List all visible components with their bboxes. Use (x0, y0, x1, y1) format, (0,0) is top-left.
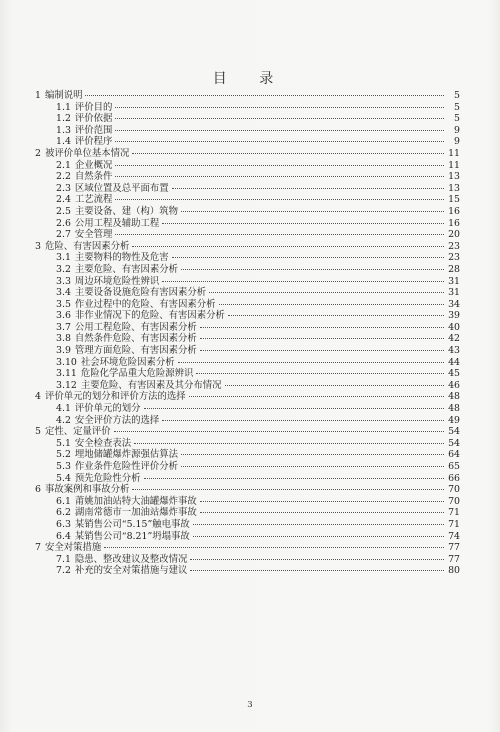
toc-entry-number: 6 (35, 484, 41, 496)
dot-leader (200, 338, 444, 339)
toc-section-entry[interactable] (32, 519, 460, 531)
toc-section-entry[interactable] (32, 136, 460, 148)
toc-entry-number: 5 (35, 426, 41, 438)
dot-leader (115, 141, 444, 142)
toc-entry-title: 主要物料的物性及危害 (74, 252, 169, 264)
toc-section-entry[interactable] (32, 206, 460, 218)
dot-leader (115, 130, 444, 131)
toc-section-entry[interactable] (32, 368, 460, 380)
toc-entry-title: 湖南常德市一加油站爆炸事故 (74, 507, 197, 519)
toc-entry-number: 5.1 (56, 437, 71, 449)
toc-chapter-entry[interactable] (32, 90, 460, 102)
toc-entry-label (56, 276, 159, 288)
toc-section-entry[interactable] (32, 264, 460, 276)
toc-entry-page: 5 (454, 101, 460, 113)
toc-entry-number: 2.3 (56, 182, 71, 194)
toc-entry-page: 13 (448, 182, 460, 194)
dot-leader (144, 408, 444, 409)
toc-entry-label (56, 531, 190, 543)
toc-section-entry[interactable] (32, 252, 460, 264)
dot-leader (190, 559, 444, 560)
toc-entry-number: 2.4 (56, 194, 71, 206)
toc-entry-page: 31 (448, 275, 460, 287)
dot-leader (200, 350, 444, 351)
dot-leader (181, 466, 444, 467)
toc-entry-title: 周边环境危险性辨识 (74, 275, 160, 287)
toc-entry-number: 3.4 (56, 287, 71, 299)
toc-entry-label (56, 554, 187, 566)
dot-leader (85, 95, 444, 96)
toc-chapter-entry[interactable] (32, 391, 460, 403)
dot-leader (162, 281, 444, 282)
toc-entry-title: 自然条件危险、有害因素分析 (74, 333, 197, 345)
toc-entry-label (56, 519, 190, 531)
toc-entry-title: 作业条件危险性评价分析 (74, 461, 179, 472)
dot-leader (181, 211, 444, 212)
toc-entry-page: 31 (448, 287, 460, 299)
dot-leader (228, 315, 444, 316)
toc-entry-number: 3.7 (56, 321, 71, 333)
toc-entry-title: 社会环境危险因素分析 (80, 356, 175, 368)
toc-entry-label (35, 484, 129, 496)
toc-entry-title: 评价范围 (74, 124, 113, 136)
toc-entry-page: 13 (448, 171, 460, 183)
toc-section-entry[interactable] (32, 554, 460, 566)
table-of-contents (32, 90, 460, 577)
toc-entry-page: 45 (448, 368, 460, 380)
toc-entry-label (56, 380, 222, 392)
dot-leader (115, 199, 444, 200)
toc-entry-number: 2 (35, 147, 41, 159)
dot-leader (132, 153, 444, 154)
toc-entry-title: 埋地储罐爆炸源强估算法 (74, 449, 179, 461)
toc-entry-label (56, 206, 178, 218)
toc-section-entry[interactable] (32, 194, 460, 206)
toc-entry-label (35, 148, 129, 160)
toc-entry-page: 70 (448, 495, 460, 507)
toc-entry-label (56, 183, 169, 195)
dot-leader (200, 512, 444, 513)
toc-entry-label (56, 113, 112, 125)
toc-section-entry[interactable] (32, 287, 460, 299)
toc-section-entry[interactable] (32, 218, 460, 230)
toc-entry-title: 主要设备、建（构）筑物 (74, 205, 179, 217)
toc-entry-number: 1 (35, 90, 41, 101)
toc-section-entry[interactable] (32, 507, 460, 519)
dot-leader (200, 501, 444, 502)
toc-section-entry[interactable] (32, 357, 460, 369)
toc-entry-page: 40 (448, 321, 460, 333)
toc-entry-page: 16 (448, 205, 460, 217)
toc-entry-title: 莆姚加油站特大油罐爆炸事故 (74, 495, 197, 507)
dot-leader (178, 362, 444, 363)
toc-entry-number: 6.3 (56, 518, 71, 530)
toc-entry-title: 主要危险、有害因素分析 (74, 263, 179, 275)
toc-entry-page: 42 (448, 333, 460, 345)
toc-entry-label (35, 241, 129, 253)
dot-leader (115, 176, 444, 177)
toc-entry-page: 9 (454, 124, 460, 136)
toc-entry-label (56, 322, 197, 334)
toc-entry-number: 3.10 (56, 356, 77, 368)
toc-entry-page: 77 (448, 542, 460, 554)
toc-entry-title: 企业概况 (74, 159, 113, 171)
toc-entry-page: 77 (448, 553, 460, 565)
toc-entry-title: 评价目的 (74, 101, 113, 113)
toc-section-entry[interactable] (32, 322, 460, 334)
toc-entry-page: 80 (448, 565, 460, 577)
toc-entry-label (56, 565, 187, 577)
toc-entry-number: 3.3 (56, 275, 71, 287)
toc-entry-number: 1.2 (56, 113, 71, 125)
dot-leader (181, 454, 444, 455)
toc-section-entry[interactable] (32, 345, 460, 357)
toc-entry-title: 管理方面危险、有害因素分析 (74, 345, 197, 357)
toc-entry-label (56, 229, 112, 241)
dot-leader (172, 188, 444, 189)
toc-entry-number: 7 (35, 542, 41, 554)
toc-entry-title: 评价单元的划分 (74, 403, 141, 415)
toc-entry-title: 预先危险性分析 (74, 472, 141, 484)
toc-entry-title: 主要设备设施危险有害因素分析 (74, 287, 207, 299)
toc-entry-number: 3 (35, 240, 41, 252)
dot-leader (219, 304, 444, 305)
toc-section-entry[interactable] (32, 473, 460, 485)
toc-entry-page: 71 (448, 507, 460, 519)
toc-entry-title: 定性、定量评价 (44, 426, 111, 438)
toc-section-entry[interactable] (32, 449, 460, 461)
toc-entry-page: 48 (448, 403, 460, 415)
toc-section-entry[interactable] (32, 276, 460, 288)
toc-entry-title: 公用工程及辅助工程 (74, 217, 160, 229)
dot-leader (209, 292, 444, 293)
toc-entry-number: 6.4 (56, 530, 71, 542)
toc-entry-number: 3.2 (56, 263, 71, 275)
toc-entry-page: 11 (448, 147, 460, 159)
dot-leader (115, 234, 444, 235)
toc-section-entry[interactable] (32, 380, 460, 392)
toc-entry-label (35, 426, 111, 438)
toc-entry-page: 66 (448, 472, 460, 484)
toc-entry-number: 2.1 (56, 159, 71, 171)
toc-section-entry[interactable] (32, 415, 460, 427)
toc-entry-number: 3.5 (56, 298, 71, 310)
toc-entry-label (56, 496, 197, 508)
toc-entry-number: 5.3 (56, 461, 71, 472)
toc-entry-number: 3.9 (56, 345, 71, 357)
toc-entry-title: 工艺流程 (74, 194, 113, 206)
toc-entry-page: 28 (448, 263, 460, 275)
toc-section-entry[interactable] (32, 403, 460, 415)
toc-entry-page: 5 (454, 90, 460, 101)
toc-entry-label (56, 218, 159, 230)
toc-entry-number: 5.2 (56, 449, 71, 461)
toc-entry-label (56, 415, 159, 427)
toc-entry-number: 1.3 (56, 124, 71, 136)
dot-leader (162, 420, 444, 421)
dot-leader (193, 524, 444, 525)
toc-entry-label (56, 333, 197, 345)
toc-entry-page: 65 (448, 461, 460, 472)
toc-entry-label (56, 473, 141, 485)
toc-section-entry[interactable] (32, 171, 460, 183)
toc-entry-page: 48 (448, 391, 460, 403)
dot-leader (196, 373, 444, 374)
toc-entry-title: 安全评价方法的选择 (74, 414, 160, 426)
toc-entry-number: 2.6 (56, 217, 71, 229)
toc-entry-label (56, 310, 225, 322)
toc-entry-label (56, 449, 178, 461)
dot-leader (134, 443, 444, 444)
toc-entry-number: 3.1 (56, 252, 71, 264)
toc-entry-title: 安全对策措施 (44, 542, 102, 554)
dot-leader (162, 223, 444, 224)
toc-entry-label (56, 160, 112, 172)
toc-entry-label (56, 403, 141, 415)
dot-leader (115, 107, 444, 108)
toc-entry-number: 1.4 (56, 136, 71, 148)
toc-entry-page: 71 (448, 518, 460, 530)
toc-entry-label (56, 357, 175, 369)
toc-entry-page: 23 (448, 252, 460, 264)
toc-entry-label (56, 102, 112, 114)
toc-entry-page: 43 (448, 345, 460, 357)
toc-entry-number: 3.12 (56, 379, 77, 391)
toc-entry-label (56, 252, 169, 264)
toc-entry-page: 20 (448, 229, 460, 241)
toc-entry-title: 评价单元的划分和评价方法的选择 (44, 391, 186, 403)
toc-entry-title: 危险化学品重大危险源辨识 (80, 368, 194, 380)
toc-entry-number: 7.1 (56, 553, 71, 565)
toc-entry-label (56, 287, 206, 299)
toc-entry-page: 46 (448, 379, 460, 391)
toc-entry-number: 6.2 (56, 507, 71, 519)
toc-entry-title: 某销售公司“8.21”坍塌事故 (74, 530, 190, 542)
toc-entry-label (56, 368, 193, 380)
toc-chapter-entry[interactable] (32, 542, 460, 554)
toc-section-entry[interactable] (32, 229, 460, 241)
toc-entry-number: 3.6 (56, 310, 71, 322)
toc-entry-page: 54 (448, 437, 460, 449)
toc-entry-number: 1.1 (56, 101, 71, 113)
toc-section-entry[interactable] (32, 160, 460, 172)
dot-leader (115, 165, 444, 166)
toc-entry-title: 评价依据 (74, 113, 113, 125)
toc-entry-title: 隐患、整改建议及整改情况 (74, 553, 188, 565)
dot-leader (144, 478, 444, 479)
toc-entry-number: 5.4 (56, 472, 71, 484)
dot-leader (193, 536, 444, 537)
toc-section-entry[interactable] (32, 183, 460, 195)
toc-entry-label (56, 125, 112, 137)
toc-entry-label (56, 299, 216, 311)
toc-entry-page: 44 (448, 356, 460, 368)
toc-entry-label (56, 171, 112, 183)
toc-section-entry[interactable] (32, 496, 460, 508)
toc-entry-page: 70 (448, 484, 460, 496)
toc-entry-page: 49 (448, 414, 460, 426)
dot-leader (172, 257, 444, 258)
toc-section-entry[interactable] (32, 438, 460, 450)
toc-entry-page: 54 (448, 426, 460, 438)
toc-entry-title: 公用工程危险、有害因素分析 (74, 321, 197, 333)
dot-leader (189, 396, 444, 397)
toc-entry-page: 15 (448, 194, 460, 206)
toc-entry-page: 34 (448, 298, 460, 310)
toc-entry-number: 3.11 (56, 368, 77, 380)
dot-leader (225, 385, 444, 386)
toc-entry-title: 危险、有害因素分析 (44, 240, 130, 252)
toc-entry-number: 4.2 (56, 414, 71, 426)
toc-entry-title: 被评价单位基本情况 (44, 147, 130, 159)
page-number: 3 (247, 700, 253, 710)
toc-entry-title: 评价程序 (74, 136, 113, 148)
dot-leader (200, 327, 444, 328)
toc-entry-page: 23 (448, 240, 460, 252)
toc-section-entry[interactable] (32, 333, 460, 345)
toc-chapter-entry[interactable] (32, 241, 460, 253)
toc-entry-number: 3.8 (56, 333, 71, 345)
toc-entry-number: 4 (35, 391, 41, 403)
toc-entry-page: 11 (448, 159, 460, 171)
toc-chapter-entry[interactable] (32, 426, 460, 438)
toc-chapter-entry[interactable] (32, 148, 460, 160)
toc-section-entry[interactable] (32, 113, 460, 125)
toc-entry-title: 编制说明 (44, 90, 83, 101)
toc-entry-label (56, 507, 197, 519)
dot-leader (181, 269, 444, 270)
toc-entry-number: 2.2 (56, 171, 71, 183)
toc-entry-page: 39 (448, 310, 460, 322)
dot-leader (190, 570, 444, 571)
toc-entry-title: 事故案例和事故分析 (44, 484, 130, 496)
toc-entry-number: 7.2 (56, 565, 71, 577)
toc-entry-title: 补充的安全对策措施与建议 (74, 565, 188, 577)
toc-entry-page: 16 (448, 217, 460, 229)
toc-entry-label (56, 136, 112, 148)
toc-entry-number: 2.7 (56, 229, 71, 241)
toc-entry-title: 自然条件 (74, 171, 113, 183)
toc-section-entry[interactable] (32, 565, 460, 577)
dot-leader (104, 547, 444, 548)
toc-entry-label (35, 391, 186, 403)
toc-entry-title: 某销售公司“5.15”触电事故 (74, 518, 190, 530)
toc-entry-title: 作业过程中的危险、有害因素分析 (74, 298, 216, 310)
toc-entry-page: 74 (448, 530, 460, 542)
dot-leader (132, 489, 444, 490)
toc-entry-label (56, 264, 178, 276)
toc-entry-title: 主要危险、有害因素及其分布情况 (80, 379, 222, 391)
toc-entry-number: 6.1 (56, 495, 71, 507)
page-title: 目 录 (212, 71, 288, 87)
toc-entry-label (56, 438, 131, 450)
dot-leader (114, 431, 444, 432)
toc-section-entry[interactable] (32, 102, 460, 114)
toc-section-entry[interactable] (32, 461, 460, 473)
toc-entry-number: 4.1 (56, 403, 71, 415)
toc-entry-label (35, 90, 82, 102)
dot-leader (115, 118, 444, 119)
toc-section-entry[interactable] (32, 531, 460, 543)
toc-entry-number: 2.5 (56, 205, 71, 217)
toc-entry-label (56, 345, 197, 357)
toc-entry-page: 9 (454, 136, 460, 148)
toc-entry-page: 5 (454, 113, 460, 125)
toc-entry-label (56, 461, 178, 473)
toc-section-entry[interactable] (32, 299, 460, 311)
toc-entry-title: 安全管理 (74, 229, 113, 241)
toc-entry-page: 64 (448, 449, 460, 461)
toc-entry-title: 非作业情况下的危险、有害因素分析 (74, 310, 225, 322)
toc-section-entry[interactable] (32, 125, 460, 137)
toc-section-entry[interactable] (32, 310, 460, 322)
toc-entry-label (56, 194, 112, 206)
toc-entry-label (35, 542, 101, 554)
toc-entry-title: 安全检查表法 (74, 437, 132, 449)
dot-leader (132, 246, 444, 247)
toc-chapter-entry[interactable] (32, 484, 460, 496)
toc-entry-title: 区域位置及总平面布置 (74, 182, 169, 194)
